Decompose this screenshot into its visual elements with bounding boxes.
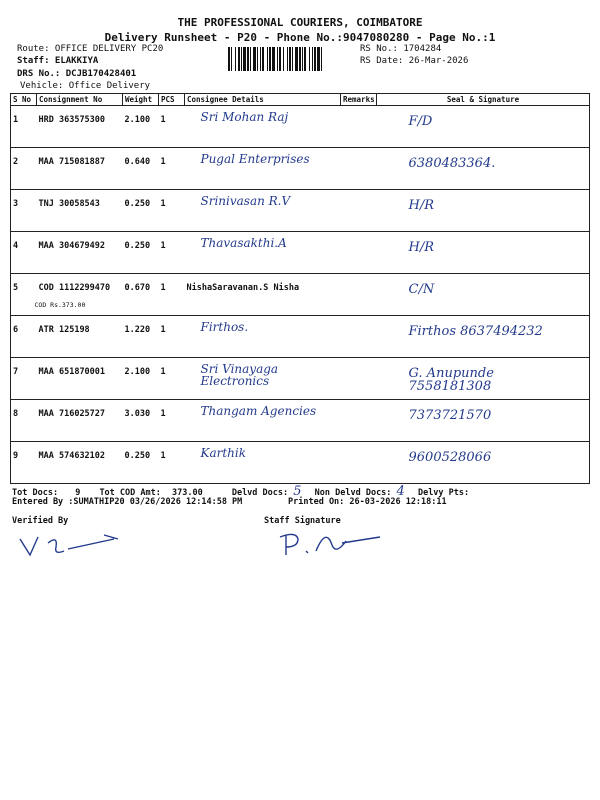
cell-consignee	[185, 442, 341, 484]
verified-by-signature	[18, 525, 128, 565]
delvy-pts-label: Delvy Pts:	[417, 488, 470, 498]
cell-weight: 2.100	[123, 358, 159, 400]
cell-consignment	[34, 274, 123, 316]
cell-consignee	[185, 400, 341, 442]
cell-remarks	[341, 400, 377, 442]
cell-sno: 6	[11, 316, 37, 358]
consignment-number: MAA 574632102	[38, 451, 106, 461]
cell-pcs: 1	[159, 274, 185, 316]
consignment-number: MAA 304679492	[38, 241, 106, 251]
cell-seal-signature	[377, 358, 590, 400]
vehicle-field: Vehicle: Office Delivery	[20, 81, 151, 91]
handwritten-signature: 9600528066	[408, 450, 492, 465]
cell-sno: 8	[11, 400, 37, 442]
cell-weight: 2.100	[123, 106, 159, 148]
cell-sno: 7	[11, 358, 37, 400]
handwritten-signature: G. Anupunde 7558181308	[408, 366, 494, 394]
consignment-number: MAA 715081887	[38, 157, 106, 167]
rs-date-field: RS Date: 26-Mar-2026	[360, 56, 469, 66]
cell-seal-signature	[377, 316, 590, 358]
report-subtitle: Delivery Runsheet - P20 - Phone No.:9047080280 - Page No.:1	[104, 31, 496, 44]
handwritten-consignee: Srinivasan R.V	[200, 194, 291, 208]
cell-weight: 3.030	[123, 400, 159, 442]
consignment-number: MAA 651870001	[38, 367, 106, 377]
cell-consignment	[37, 232, 123, 274]
drs-field: DRS No.: DCJB170428401	[17, 69, 137, 79]
handwritten-signature: H/R	[408, 198, 435, 213]
cell-remarks	[341, 190, 377, 232]
cell-consignment	[37, 190, 123, 232]
route-field: Route: OFFICE DELIVERY PC20	[17, 44, 164, 54]
report-title: THE PROFESSIONAL COURIERS, COIMBATORE	[177, 16, 423, 29]
consignment-number: COD 1112299470	[38, 283, 111, 293]
tot-docs-label: Tot Docs:	[12, 488, 59, 498]
non-delvd-hand: 4	[396, 484, 405, 499]
cell-consignment	[37, 400, 123, 442]
staff-field: Staff: ELAKKIYA	[17, 56, 99, 66]
table-row	[11, 316, 590, 358]
cell-seal-signature	[377, 190, 590, 232]
cell-weight: 1.220	[123, 316, 159, 358]
tot-docs-value: 9	[75, 488, 81, 498]
consignment-number: MAA 716025727	[38, 409, 106, 419]
tot-cod-label: Tot COD Amt:	[99, 488, 161, 498]
tot-cod-value: 373.00	[171, 488, 203, 498]
table-row	[11, 190, 590, 232]
handwritten-consignee: Sri Mohan Raj	[200, 110, 289, 124]
table-row	[11, 148, 590, 190]
cell-consignee	[185, 316, 341, 358]
handwritten-signature: F/D	[408, 114, 433, 129]
consignment-number: ATR 125198	[38, 325, 90, 335]
consignment-number: TNJ 30058543	[38, 199, 100, 209]
cell-consignment	[37, 358, 123, 400]
cell-pcs: 1	[159, 106, 185, 148]
cell-seal-signature	[377, 148, 590, 190]
printed-on: Printed On: 26-03-2026 12:18:11	[288, 497, 447, 507]
cell-weight: 0.640	[123, 148, 159, 190]
cell-remarks	[341, 148, 377, 190]
barcode-bar	[322, 47, 324, 71]
non-delvd-label: Non Delvd Docs:	[314, 488, 392, 498]
cell-consignment	[37, 316, 123, 358]
cell-sno: 2	[11, 148, 37, 190]
cell-remarks	[341, 358, 377, 400]
table-row	[11, 232, 590, 274]
cell-seal-signature	[377, 400, 590, 442]
handwritten-signature: 6380483364.	[408, 156, 496, 171]
cell-remarks	[341, 232, 377, 274]
table-header-row	[11, 94, 590, 106]
runsheet-table	[10, 93, 590, 484]
cell-consignee	[185, 358, 341, 400]
cell-remarks	[341, 442, 377, 484]
cell-pcs: 1	[159, 148, 185, 190]
cell-consignee	[185, 148, 341, 190]
col-sno: S No	[11, 94, 37, 106]
col-pcs: PCS	[159, 94, 185, 106]
cell-pcs: 1	[159, 232, 185, 274]
cell-consignment	[37, 148, 123, 190]
col-consignee: Consignee Details	[185, 94, 341, 106]
handwritten-consignee: Pugal Enterprises	[200, 152, 310, 166]
cell-consignee	[185, 232, 341, 274]
handwritten-consignee: Firthos.	[200, 320, 249, 334]
table-row	[11, 274, 590, 316]
handwritten-signature: H/R	[408, 240, 435, 255]
cell-seal-signature	[377, 106, 590, 148]
consignment-number: HRD 363575300	[38, 115, 106, 125]
cell-weight: 0.250	[123, 232, 159, 274]
staff-signature-mark	[276, 525, 386, 561]
cell-pcs: 1	[159, 442, 185, 484]
cell-remarks	[341, 106, 377, 148]
table-row	[11, 358, 590, 400]
cell-pcs: 1	[159, 400, 185, 442]
col-seal-signature: Seal & Signature	[377, 94, 590, 106]
cell-weight: 0.670	[123, 274, 159, 316]
cell-sno: 9	[11, 442, 37, 484]
handwritten-consignee: Thavasakthi.A	[200, 236, 287, 250]
col-remarks: Remarks	[341, 94, 377, 106]
handwritten-signature: Firthos 8637494232	[408, 324, 543, 339]
cell-consignment	[37, 442, 123, 484]
cell-consignment	[37, 106, 123, 148]
cell-sno: 3	[11, 190, 37, 232]
col-consignment: Consignment No	[37, 94, 123, 106]
handwritten-consignee: Karthik	[200, 446, 247, 460]
verified-by-label: Verified By	[12, 516, 69, 526]
cod-note: COD Rs.373.00	[34, 301, 86, 309]
staff-signature-label: Staff Signature	[264, 516, 341, 526]
cell-remarks	[341, 274, 377, 316]
table-row	[11, 442, 590, 484]
table-row	[11, 400, 590, 442]
cell-consignee	[185, 274, 341, 316]
cell-pcs: 1	[159, 358, 185, 400]
handwritten-signature: C/N	[408, 282, 435, 297]
table-row	[11, 106, 590, 148]
delvd-docs-label: Delvd Docs:	[231, 488, 289, 498]
cell-pcs: 1	[159, 190, 185, 232]
cell-seal-signature	[377, 442, 590, 484]
consignee-name: NishaSaravanan.S Nisha	[186, 283, 300, 293]
cell-weight: 0.250	[123, 190, 159, 232]
cell-sno: 1	[11, 106, 37, 148]
cell-weight: 0.250	[123, 442, 159, 484]
barcode	[228, 47, 356, 71]
cell-seal-signature	[377, 274, 590, 316]
delvd-docs-hand: 5	[293, 484, 302, 499]
cell-consignee	[185, 106, 341, 148]
col-weight: Weight	[123, 94, 159, 106]
entered-by: Entered By :SUMATHIP20 03/26/2026 12:14:58 PM	[12, 497, 243, 507]
cell-remarks	[341, 316, 377, 358]
cell-pcs: 1	[159, 316, 185, 358]
handwritten-signature: 7373721570	[408, 408, 492, 423]
handwritten-consignee: Sri Vinayaga Electronics	[200, 362, 279, 388]
rs-no-field: RS No.: 1704284	[360, 44, 442, 54]
handwritten-consignee: Thangam Agencies	[200, 404, 317, 418]
cell-sno: 5	[11, 274, 37, 316]
cell-seal-signature	[377, 232, 590, 274]
cell-sno: 4	[11, 232, 37, 274]
cell-consignee	[185, 190, 341, 232]
